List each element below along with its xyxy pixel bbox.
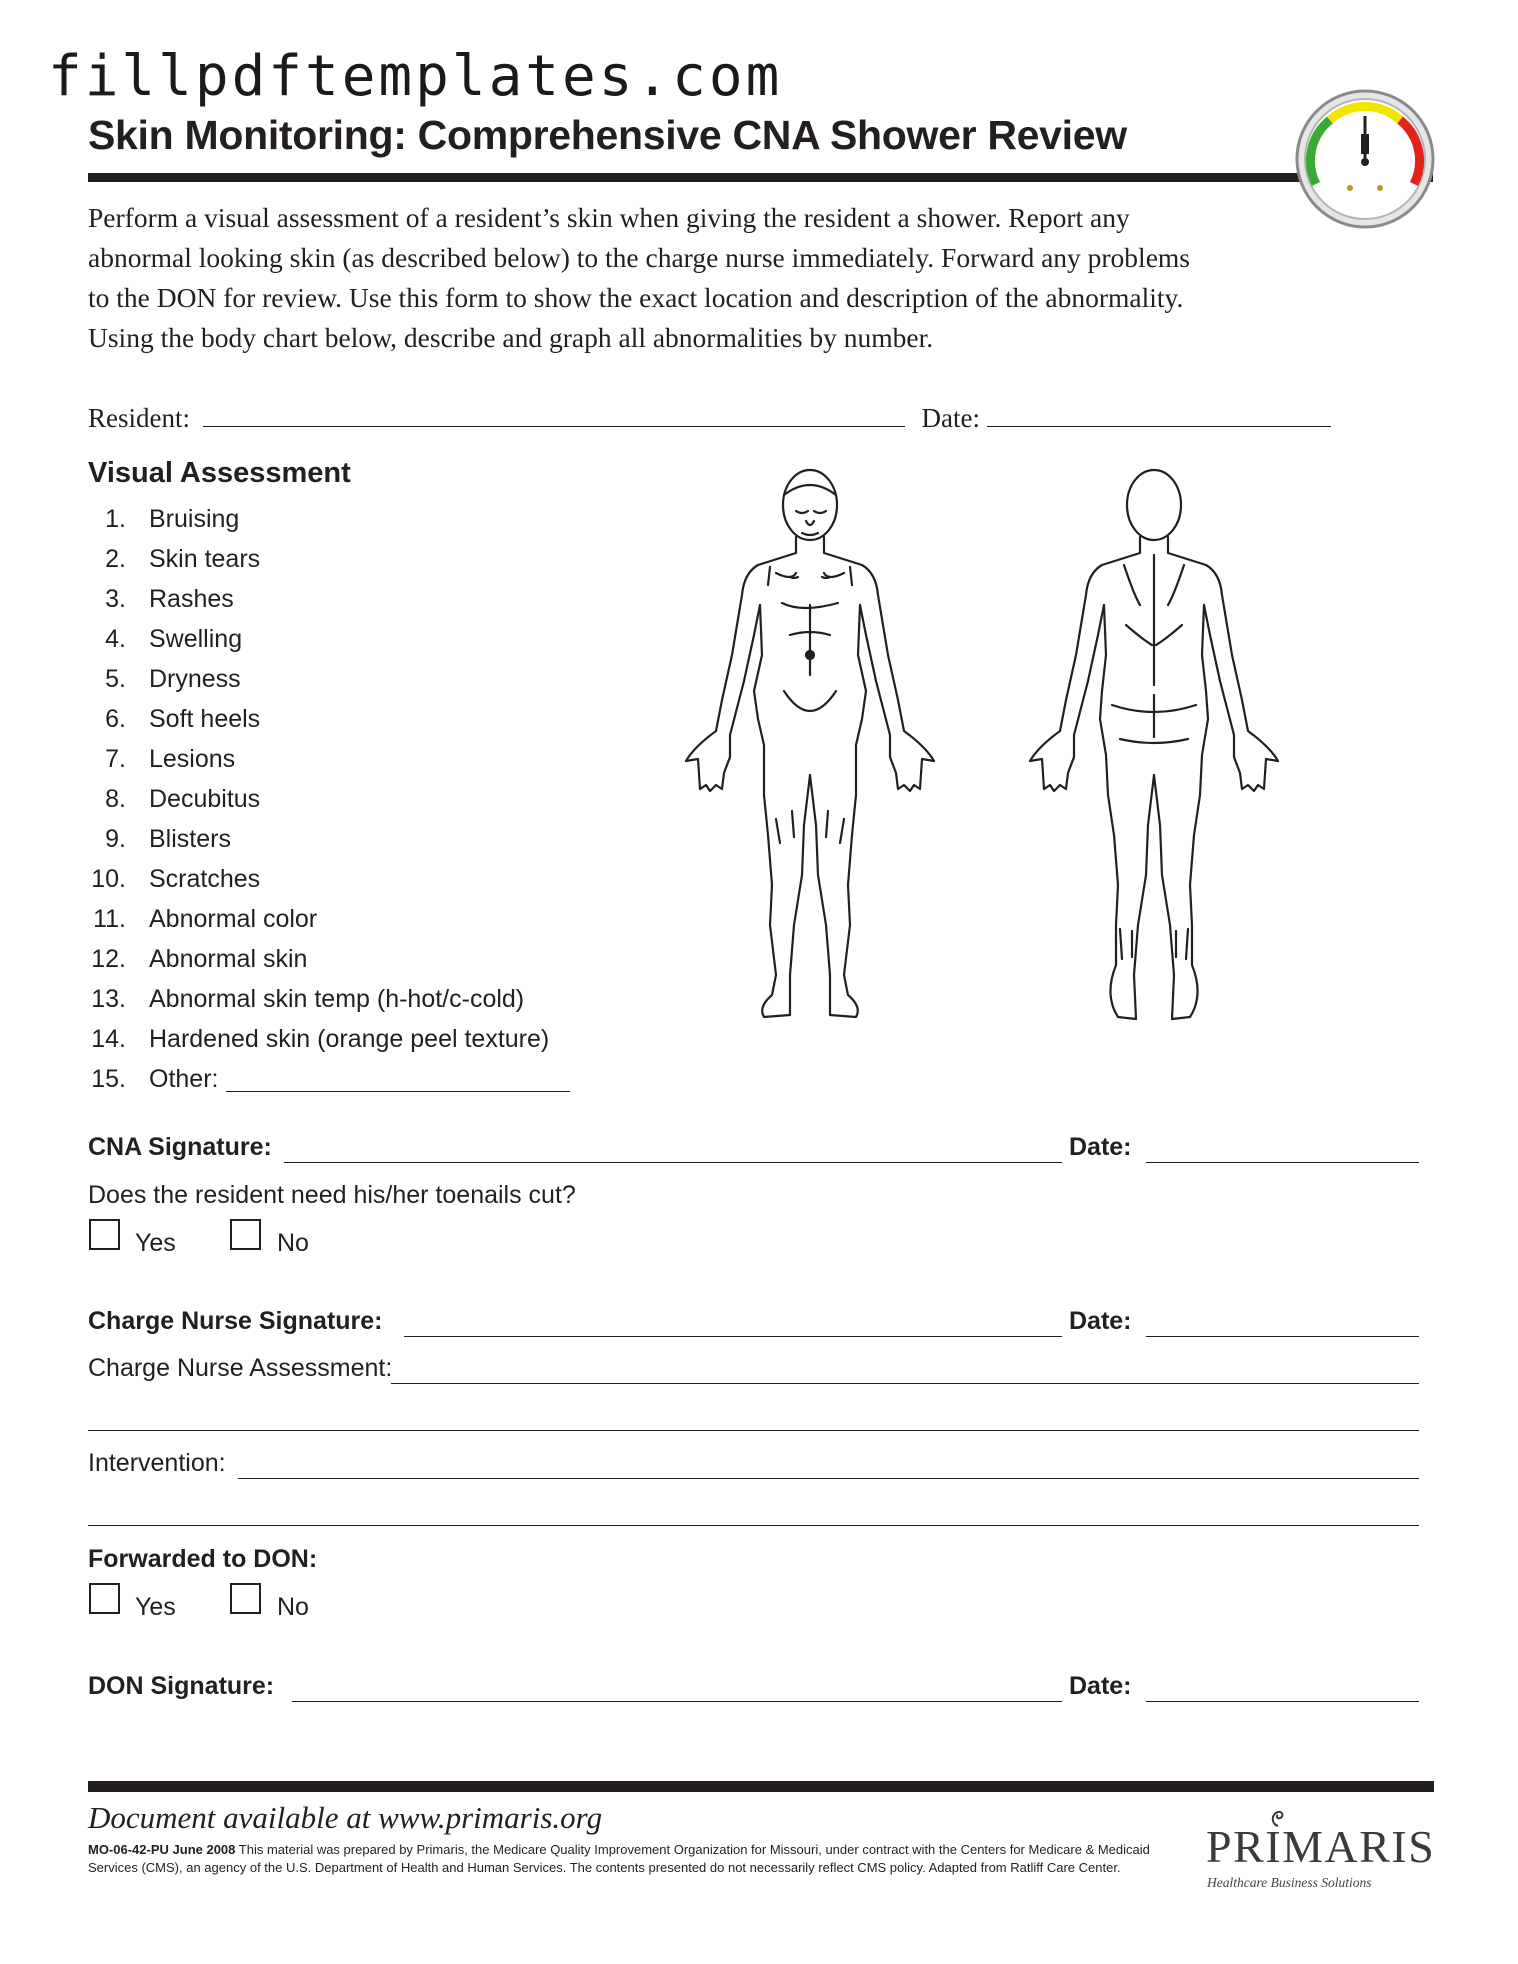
footer-rule — [88, 1781, 1434, 1792]
charge-nurse-date-field[interactable] — [1146, 1310, 1419, 1337]
toenails-no-checkbox[interactable] — [230, 1219, 261, 1250]
cna-signature-row — [88, 1133, 272, 1162]
charge-nurse-date-label: Date: — [1069, 1307, 1132, 1335]
body-chart[interactable] — [672, 455, 1352, 1085]
list-label: Blisters — [149, 825, 231, 853]
instructions-line: Perform a visual assessment of a resident’s skin when giving the resident a shower. Report any — [88, 202, 1130, 233]
list-number: 15. — [91, 1065, 126, 1093]
don-date-label: Date: — [1069, 1672, 1132, 1700]
list-label: Decubitus — [149, 785, 261, 813]
front-head — [783, 470, 837, 540]
back-head — [1127, 470, 1181, 540]
list-label: Abnormal color — [149, 905, 318, 933]
list-label: Dryness — [149, 665, 241, 693]
back-left-arm — [1030, 537, 1140, 791]
charge-nurse-assessment-label: Charge Nurse Assessment: — [88, 1354, 393, 1382]
list-label: Hardened skin (orange peel texture) — [149, 1025, 550, 1053]
list-label: Abnormal skin — [149, 945, 308, 973]
instructions-line: to the DON for review. Use this form to show the exact location and description of the abnormality. — [88, 282, 1184, 313]
intervention-label: Intervention: — [88, 1449, 226, 1477]
watermark: fillpdftemplates.com — [48, 44, 783, 109]
cna-date-field[interactable] — [1146, 1136, 1419, 1163]
toenails-question: Does the resident need his/her toenails cut? — [88, 1181, 576, 1209]
list-number: 6. — [105, 705, 126, 733]
list-label: Rashes — [149, 585, 234, 613]
forwarded-no-checkbox[interactable] — [230, 1583, 261, 1614]
toenails-yes-checkbox[interactable] — [89, 1219, 120, 1250]
list-number: 7. — [105, 745, 126, 773]
forwarded-no-label: No — [277, 1593, 309, 1621]
list-number: 14. — [91, 1025, 126, 1053]
cna-date-label: Date: — [1069, 1133, 1132, 1161]
instructions — [88, 198, 1348, 358]
list-number: 3. — [105, 585, 126, 613]
list-number: 5. — [105, 665, 126, 693]
resident-row — [88, 400, 1331, 434]
list-label: Skin tears — [149, 545, 261, 573]
list-number: 12. — [91, 945, 126, 973]
form-code: MO-06-42-PU June 2008 — [88, 1842, 236, 1857]
visual-assessment-heading: Visual Assessment — [88, 457, 351, 489]
list-label: Bruising — [149, 505, 240, 533]
back-body-figure[interactable] — [1030, 470, 1278, 1019]
list-label: Other: — [149, 1065, 219, 1093]
intervention-field-line2[interactable] — [88, 1499, 1419, 1526]
primaris-tagline: Healthcare Business Solutions — [1207, 1875, 1372, 1890]
list-number: 1. — [105, 505, 126, 533]
charge-nurse-assessment-field-line2[interactable] — [88, 1404, 1419, 1431]
primaris-logo: PRIMARIS — [1206, 1821, 1436, 1872]
forwarded-yes-checkbox[interactable] — [89, 1583, 120, 1614]
list-label: Abnormal skin temp (h-hot/c-cold) — [149, 985, 525, 1013]
instructions-line: abnormal looking skin (as described below) to the charge nurse immediately. Forward any problems — [88, 242, 1191, 273]
back-right-arm — [1168, 537, 1278, 791]
don-date-field[interactable] — [1146, 1675, 1419, 1702]
list-number: 8. — [105, 785, 126, 813]
resident-label: Resident: — [88, 403, 190, 433]
forwarded-label: Forwarded to DON: — [88, 1545, 318, 1573]
charge-nurse-signature-field[interactable] — [404, 1310, 1062, 1337]
list-label: Scratches — [149, 865, 261, 893]
list-number: 13. — [91, 985, 126, 1013]
resident-date-field[interactable] — [987, 400, 1331, 427]
list-label: Lesions — [149, 745, 236, 773]
toenails-yes-label: Yes — [135, 1229, 176, 1257]
list-number: 11. — [93, 905, 126, 933]
resident-date-label: Date: — [921, 403, 980, 433]
cna-signature-field[interactable] — [284, 1136, 1062, 1163]
list-number: 4. — [105, 625, 126, 653]
list-label: Swelling — [149, 625, 243, 653]
front-body-figure[interactable] — [686, 470, 934, 1017]
footer-disclaimer — [88, 1841, 1180, 1876]
header-rule — [88, 173, 1433, 182]
resident-field[interactable] — [203, 400, 905, 427]
disclaimer-text: This material was prepared by Primaris, the Medicare Quality Improvement Organization for Missouri, under contract with the Centers for Medicare & Medicaid Services (CMS), an agency of the U.S. Department of Health and Human Services. The contents presented do not necessarily reflect CMS policy. Adapted from Ratliff Care Center. — [88, 1842, 1150, 1875]
charge-nurse-assessment-field[interactable] — [391, 1357, 1419, 1384]
forwarded-yes-label: Yes — [135, 1593, 176, 1621]
list-number: 2. — [105, 545, 126, 573]
list-number: 9. — [105, 825, 126, 853]
list-number: 10. — [91, 865, 126, 893]
other-field[interactable] — [226, 1065, 570, 1092]
document-availability: Document available at www.primaris.org — [88, 1800, 603, 1835]
charge-nurse-signature-label: Charge Nurse Signature: — [88, 1307, 383, 1335]
intervention-field[interactable] — [238, 1452, 1419, 1479]
page-title: Skin Monitoring: Comprehensive CNA Shower Review — [88, 112, 1127, 158]
instructions-line: Using the body chart below, describe and graph all abnormalities by number. — [88, 322, 934, 353]
don-signature-field[interactable] — [292, 1675, 1062, 1702]
cna-signature-label: CNA Signature: — [88, 1133, 272, 1161]
don-signature-label: DON Signature: — [88, 1672, 275, 1700]
list-label: Soft heels — [149, 705, 261, 733]
toenails-no-label: No — [277, 1229, 309, 1257]
